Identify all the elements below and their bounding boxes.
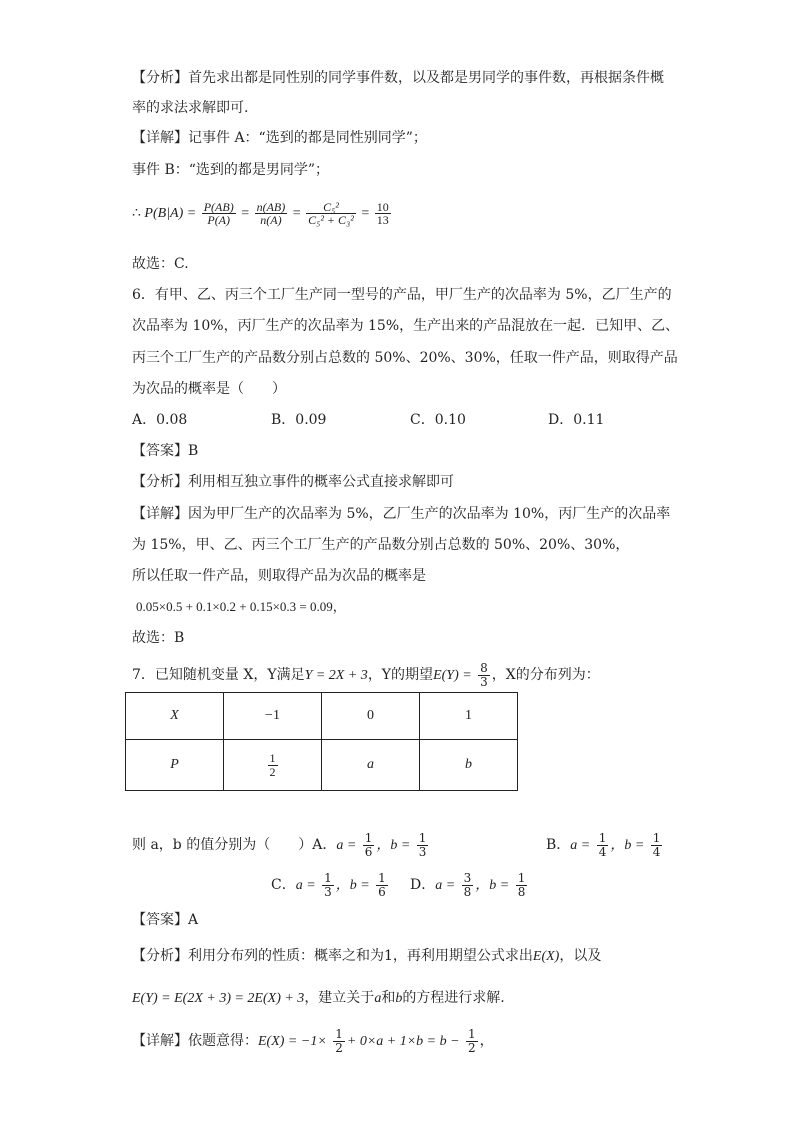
table-row: [126, 740, 518, 791]
fraction: $\frac{3}{8}$: [463, 870, 472, 899]
q7-analysis-line-2: E(Y) = E(2X + 3) = 2E(X) + 3，建立关于a和b的方程进行求解.: [132, 990, 505, 1006]
q6-analysis: 【分析】利用相互独立事件的概率公式直接求解即可: [132, 474, 454, 490]
fraction: $\frac{\text{C₅²}}{\text{C₅² + C₃²}}$: [308, 199, 354, 228]
q7-stem: 7．已知随机变量 X，Y满足Y = 2X + 3，Y的期望E(Y) = $\frac{8}{3}$ ，X的分布列为：: [132, 660, 600, 689]
q5-analysis-line-1: 【分析】首先求出都是同性别的同学事件数，以及都是男同学的事件数，再根据条件概: [132, 70, 664, 86]
q6-option-d: D．0.11: [548, 412, 605, 428]
table-row: [126, 693, 518, 740]
fraction: $\frac{1}{3}$: [418, 830, 427, 859]
distribution-table: [125, 692, 518, 791]
table-cell: 0: [322, 693, 420, 740]
fraction: $\frac{8}{3}$: [480, 660, 488, 689]
q7-option-c: C．a = $\frac{1}{3}$ ，b = $\frac{1}{6}$: [271, 870, 386, 899]
q7-options-row-1: 则 a，b 的值分别为（ ）A．a = $\frac{1}{6}$ ，b = $\frac{1}{3}$: [132, 830, 427, 859]
q5-formula: ∴ P(B|A) = $\frac{P(AB)}{P(A)}$ = $\frac{n(AB)}{n(A)}$ = $\frac{\text{C₅²}}{\text{C₅² + C₃²}}$ = $\frac{10}{13}$: [132, 199, 389, 228]
q6-stem-line-2: 次品率为 10%，丙厂生产的次品率为 15%，生产出来的产品混放在一起．已知甲、乙、: [132, 318, 680, 334]
q6-option-b: B．0.09: [271, 412, 327, 428]
fraction: $\frac{10}{13}$: [376, 199, 389, 228]
q6-option-c: C．0.10: [410, 412, 466, 428]
q6-detail-line-1: 【详解】因为甲厂生产的次品率为 5%，乙厂生产的次品率为 10%，丙厂生产的次品率: [132, 506, 671, 522]
q5-analysis-line-2: 率的求法求解即可.: [132, 100, 249, 116]
table-cell: X: [126, 693, 224, 740]
analysis-tag: 【分析】: [132, 70, 188, 86]
q5-detail-line-2: 事件 B：“选到的都是男同学”；: [132, 162, 330, 178]
table-cell: a: [322, 740, 420, 791]
q7-option-d: D．a = $\frac{3}{8}$ ，b = $\frac{1}{8}$: [410, 870, 526, 899]
fraction: $\frac{1}{4}$: [652, 830, 661, 859]
q7-answer: 【答案】A: [132, 912, 199, 928]
detail-tag: 【详解】: [132, 130, 188, 146]
q6-choice: 故选：B: [132, 630, 185, 646]
fraction: $\frac{n(AB)}{n(A)}$: [256, 199, 286, 228]
table-cell: $\frac{1}{2}$: [224, 740, 322, 791]
q6-detail-line-3: 所以任取一件产品，则取得产品为次品的概率是: [132, 568, 426, 584]
fraction: $\frac{1}{4}$: [598, 830, 607, 859]
q6-stem-line-4: 为次品的概率是（ ）: [132, 381, 286, 397]
fraction: $\frac{1}{2}$: [468, 1026, 476, 1055]
fraction: $\frac{1}{6}$: [378, 870, 386, 899]
q5-detail-line-1: 【详解】记事件 A：“选到的都是同性别同学”；: [132, 130, 427, 146]
q6-stem-line-1: 6．有甲、乙、丙三个工厂生产同一型号的产品，甲厂生产的次品率为 5%，乙厂生产的: [132, 287, 672, 303]
q6-calculation: 0.05×0.5 + 0.1×0.2 + 0.15×0.3 = 0.09，: [136, 599, 346, 614]
fraction: $\frac{1}{2}$: [335, 1026, 343, 1055]
table-cell: −1: [224, 693, 322, 740]
q7-option-b: B．a = $\frac{1}{4}$ ，b = $\frac{1}{4}$: [546, 830, 661, 859]
table-cell: P: [126, 740, 224, 791]
fraction: $\frac{P(AB)}{P(A)}$: [203, 199, 234, 228]
table-cell: b: [420, 740, 518, 791]
q6-option-a: A．0.08: [132, 412, 188, 428]
q6-stem-line-3: 丙三个工厂生产的产品数分别占总数的 50%、20%、30%，任取一件产品，则取得产品: [132, 350, 678, 366]
q5-choice: 故选：C.: [132, 256, 189, 272]
q7-analysis-line-1: 【分析】利用分布列的性质：概率之和为1，再利用期望公式求出E(X)，以及: [132, 948, 602, 964]
q6-answer: 【答案】B: [132, 443, 199, 459]
fraction: $\frac{1}{6}$: [364, 830, 373, 859]
q7-detail: 【详解】依题意得：E(X) = −1× $\frac{1}{2}$ + 0×a + 1×b = b − $\frac{1}{2}$ ，: [132, 1026, 494, 1055]
q6-detail-line-2: 为 15%，甲、乙、丙三个工厂生产的产品数分别占总数的 50%、20%、30%，: [132, 537, 630, 553]
fraction: $\frac{1}{3}$: [324, 870, 332, 899]
fraction: $\frac{1}{8}$: [517, 870, 526, 899]
table-cell: 1: [420, 693, 518, 740]
